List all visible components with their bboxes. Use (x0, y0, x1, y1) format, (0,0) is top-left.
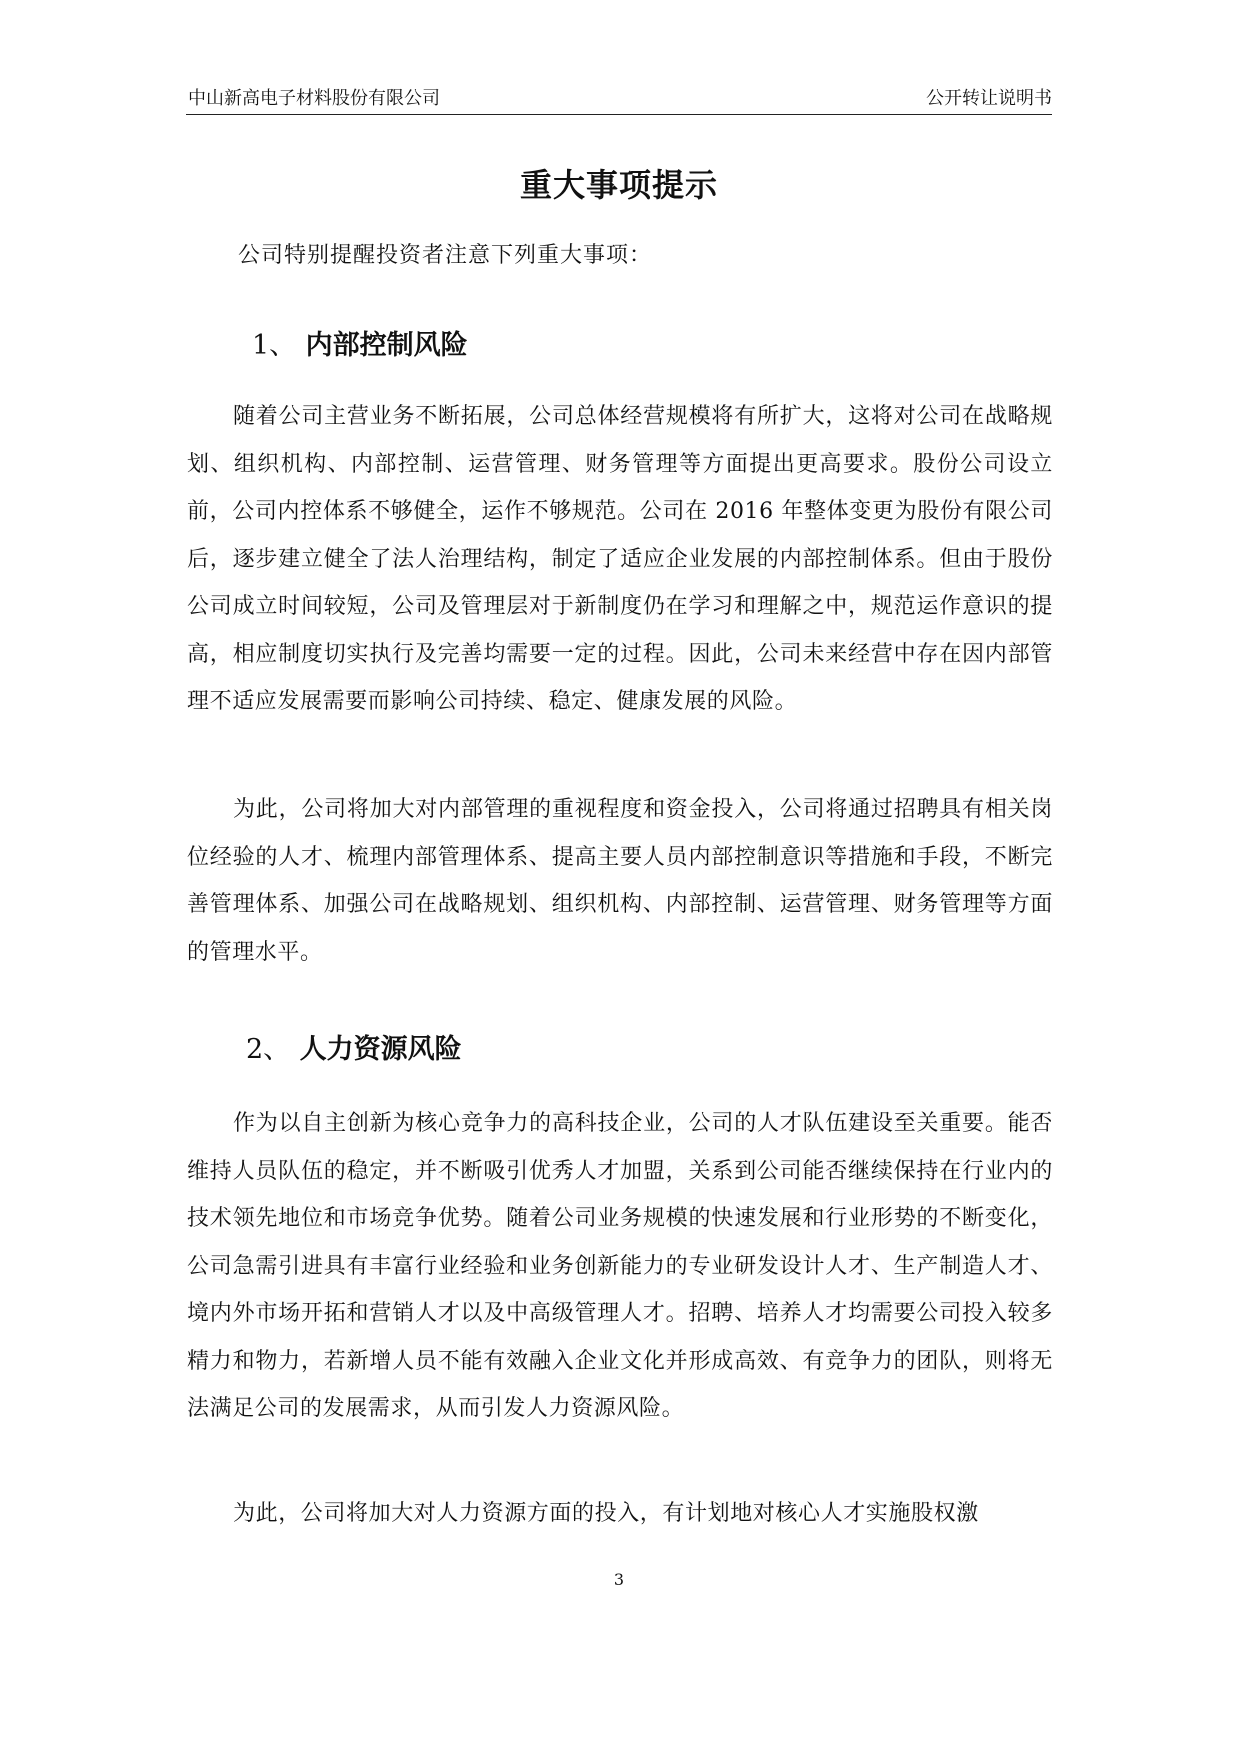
page-number: 3 (613, 1570, 625, 1589)
header-company: 中山新高电子材料股份有限公司 (188, 88, 440, 109)
paragraph: 随着公司主营业务不断拓展，公司总体经营规模将有所扩大，这将对公司在战略规划、组织机构、内部控制、运营管理、财务管理等方面提出更高要求。股份公司设立前，公司内控体系不够健全，运作不够规范。公司在 2016 年整体变更为股份有限公司后，逐步建立健全了法人治理结构，制定了适应企业发展的内部控制体系。但由于股份公司成立时间较短，公司及管理层对于新制度仍在学习和理解之中，规范运作意识的提高，相应制度切实执行及完善均需要一定的过程。因此，公司未来经营中存在因内部管理不适应发展需要而影响公司持续、稳定、健康发展的风险。 (187, 404, 1053, 714)
intro-text: 公司特别提醒投资者注意下列重大事项： (238, 243, 653, 268)
paragraph: 为此，公司将加大对人力资源方面的投入，有计划地对核心人才实施股权激 (233, 1501, 979, 1526)
section-number-2: 2、 (246, 1034, 291, 1065)
section-heading-1 (252, 323, 468, 362)
page-header (186, 84, 1052, 115)
paragraph: 为此，公司将加大对内部管理的重视程度和资金投入，公司将通过招聘具有相关岗位经验的人才、梳理内部管理体系、提高主要人员内部控制意识等措施和手段，不断完善管理体系、加强公司在战略规划、组织机构、内部控制、运营管理、财务管理等方面的管理水平。 (187, 797, 1053, 965)
section-title-2: 人力资源风险 (299, 1034, 462, 1065)
paragraph: 作为以自主创新为核心竞争力的高科技企业，公司的人才队伍建设至关重要。能否维持人员队伍的稳定，并不断吸引优秀人才加盟，关系到公司能否继续保持在行业内的技术领先地位和市场竞争优势。随着公司业务规模的快速发展和行业形势的不断变化，公司急需引进具有丰富行业经验和业务创新能力的专业研发设计人才、生产制造人才、境内外市场开拓和营销人才以及中高级管理人才。招聘、培养人才均需要公司投入较多精力和物力，若新增人员不能有效融入企业文化并形成高效、有竞争力的团队，则将无法满足公司的发展需求，从而引发人力资源风险。 (187, 1111, 1053, 1421)
header-doc-type: 公开转让说明书 (926, 88, 1052, 109)
page-title: 重大事项提示 (519, 166, 718, 204)
section-heading-2 (246, 1027, 462, 1066)
section-number-1: 1、 (252, 330, 297, 361)
section-title-1: 内部控制风险 (305, 330, 468, 361)
